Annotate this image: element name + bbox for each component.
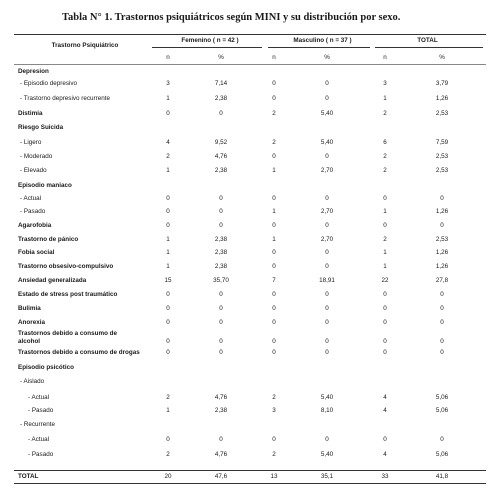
- table-cell: 0: [325, 305, 329, 312]
- row-label: - Ligero: [20, 139, 42, 146]
- table-cell: 4,76: [214, 394, 228, 401]
- table-cell: 0: [272, 153, 276, 160]
- sub-header-fem-n: n: [166, 54, 170, 61]
- column-header-disorder: Trastorno Psiquiátrico: [51, 42, 119, 49]
- table-cell: 2,38: [214, 95, 228, 102]
- total-cell: 47,6: [214, 473, 228, 480]
- table-cell: 0: [219, 319, 223, 326]
- table-cell: 0: [272, 436, 276, 443]
- table-cell: 0: [440, 349, 444, 356]
- table-cell: 0: [166, 208, 170, 215]
- row-label: - Elevado: [20, 167, 47, 174]
- table-cell: 2,38: [214, 236, 228, 243]
- row-label: Ansiedad generalizada: [18, 277, 87, 284]
- row-label: Episodio maniaco: [18, 182, 72, 189]
- table-cell: 3: [272, 407, 276, 414]
- sub-header-tot-pct: %: [439, 54, 445, 61]
- total-cell: 20: [164, 473, 172, 480]
- table-cell: 0: [219, 291, 223, 298]
- row-label: - Pasado: [20, 208, 46, 215]
- table-cell: 35,70: [213, 277, 229, 284]
- table-cell: 1: [166, 236, 170, 243]
- sub-header-mas-n: n: [272, 54, 276, 61]
- table-cell: 27,8: [435, 277, 449, 284]
- row-label: Fobia social: [18, 249, 55, 256]
- table-cell: 0: [325, 195, 329, 202]
- table-cell: 0: [272, 95, 276, 102]
- table-cell: 3: [383, 80, 387, 87]
- table-cell: 0: [440, 436, 444, 443]
- row-label: - Pasado: [28, 407, 54, 414]
- table-cell: 0: [440, 291, 444, 298]
- table-cell: 4: [383, 451, 387, 458]
- row-label: Trastornos debido a consumo de: [18, 330, 118, 337]
- row-label-continuation: alcohol: [18, 338, 41, 345]
- table-cell: 0: [272, 305, 276, 312]
- total-cell: 41,8: [435, 473, 449, 480]
- table-cell: 2: [272, 451, 276, 458]
- table-cell: 22: [381, 277, 389, 284]
- table-cell: 0: [166, 222, 170, 229]
- table-cell: 0: [325, 349, 329, 356]
- table-cell: 5,40: [320, 110, 334, 117]
- table-cell: 0: [325, 338, 329, 345]
- table-cell: 1: [383, 263, 387, 270]
- table-cell: 7,59: [435, 139, 449, 146]
- table-cell: 1: [166, 95, 170, 102]
- total-cell: 35,1: [320, 473, 334, 480]
- row-label: Distimia: [18, 110, 43, 117]
- table-cell: 2,70: [320, 208, 334, 215]
- table-cell: 4: [383, 407, 387, 414]
- masculino-underline: [268, 47, 370, 48]
- table-cell: 4,76: [214, 153, 228, 160]
- table-cell: 2: [383, 153, 387, 160]
- table-cell: 2: [166, 451, 170, 458]
- table-cell: 0: [325, 436, 329, 443]
- table-cell: 0: [272, 338, 276, 345]
- table-cell: 4,76: [214, 451, 228, 458]
- table-cell: 0: [325, 222, 329, 229]
- table-cell: 18,91: [319, 277, 335, 284]
- table-cell: 0: [440, 222, 444, 229]
- table-cell: 5,06: [435, 394, 449, 401]
- bottom-rule: [14, 483, 486, 484]
- table-cell: 0: [325, 95, 329, 102]
- table-cell: 2,53: [435, 110, 449, 117]
- table-cell: 1: [383, 249, 387, 256]
- table-cell: 5,06: [435, 407, 449, 414]
- table-cell: 4: [383, 394, 387, 401]
- table-cell: 2: [272, 110, 276, 117]
- table-cell: 0: [383, 349, 387, 356]
- table-cell: 2,53: [435, 153, 449, 160]
- table-cell: 0: [219, 436, 223, 443]
- row-label: Anorexia: [18, 319, 45, 326]
- row-label: Agarofobia: [18, 222, 52, 229]
- table-cell: 2: [383, 236, 387, 243]
- total-cell: 33: [381, 473, 389, 480]
- row-label: - Actual: [28, 394, 49, 401]
- table-cell: 2,38: [214, 167, 228, 174]
- table-cell: 1: [166, 407, 170, 414]
- table-cell: 1: [166, 167, 170, 174]
- table-cell: 0: [166, 305, 170, 312]
- table-cell: 2,70: [320, 236, 334, 243]
- table-cell: 0: [325, 249, 329, 256]
- table-cell: 0: [219, 338, 223, 345]
- table-cell: 0: [166, 338, 170, 345]
- table-cell: 1: [272, 236, 276, 243]
- table-cell: 2: [166, 394, 170, 401]
- table-cell: 0: [325, 319, 329, 326]
- row-label: - Aislado: [20, 378, 45, 385]
- row-label: - Recurrente: [20, 421, 55, 428]
- table-cell: 0: [272, 80, 276, 87]
- column-group-femenino: Femenino ( n = 42 ): [181, 37, 239, 44]
- table-cell: 0: [272, 319, 276, 326]
- table-cell: 0: [166, 110, 170, 117]
- table-cell: 1: [272, 167, 276, 174]
- table-cell: 0: [383, 291, 387, 298]
- column-group-masculino: Masculino ( n = 37 ): [293, 37, 352, 44]
- table-cell: 2: [272, 139, 276, 146]
- table-cell: 0: [166, 319, 170, 326]
- row-label: - Actual: [20, 195, 41, 202]
- table-cell: 2: [272, 394, 276, 401]
- table-cell: 0: [325, 263, 329, 270]
- table-cell: 7: [272, 277, 276, 284]
- column-group-total: TOTAL: [417, 37, 438, 44]
- femenino-underline: [152, 47, 262, 48]
- table-cell: 0: [219, 305, 223, 312]
- row-label: Bulimia: [18, 305, 41, 312]
- table-cell: 15: [164, 277, 172, 284]
- sub-header-tot-n: n: [383, 54, 387, 61]
- table-cell: 8,10: [320, 407, 334, 414]
- table-cell: 2: [383, 110, 387, 117]
- total-label: TOTAL: [18, 473, 39, 480]
- table-cell: 2,70: [320, 167, 334, 174]
- table-cell: 1: [166, 249, 170, 256]
- table-cell: 2: [166, 153, 170, 160]
- table-cell: 0: [440, 305, 444, 312]
- table-cell: 0: [383, 305, 387, 312]
- table-cell: 2,53: [435, 167, 449, 174]
- table-cell: 0: [166, 291, 170, 298]
- row-label: Estado de stress post traumático: [18, 291, 118, 298]
- total-cell: 13: [270, 473, 278, 480]
- table-cell: 9,52: [214, 139, 228, 146]
- table-cell: 0: [383, 319, 387, 326]
- table-cell: 2,53: [435, 236, 449, 243]
- table-cell: 2,38: [214, 407, 228, 414]
- total-underline: [375, 47, 483, 48]
- table-cell: 1,26: [435, 263, 449, 270]
- table-cell: 1,26: [435, 208, 449, 215]
- table-cell: 0: [325, 153, 329, 160]
- table-cell: 0: [325, 291, 329, 298]
- total-top-rule: [14, 470, 486, 471]
- table-cell: 1,26: [435, 249, 449, 256]
- table-title: Tabla N° 1. Trastornos psiquiátricos según MINI y su distribución por sexo.: [62, 12, 401, 23]
- table-cell: 0: [272, 195, 276, 202]
- table-cell: 0: [272, 349, 276, 356]
- table-cell: 3,79: [435, 80, 449, 87]
- row-label: - Moderado: [20, 153, 53, 160]
- table-cell: 2,38: [214, 249, 228, 256]
- table-cell: 6: [383, 139, 387, 146]
- table-cell: 0: [440, 195, 444, 202]
- table-cell: 0: [219, 110, 223, 117]
- row-label: Depresion: [18, 68, 49, 75]
- table-cell: 0: [166, 195, 170, 202]
- table-cell: 1,26: [435, 95, 449, 102]
- table-cell: 0: [272, 222, 276, 229]
- table-cell: 0: [219, 349, 223, 356]
- table-cell: 1: [166, 263, 170, 270]
- table-cell: 0: [325, 80, 329, 87]
- table-cell: 0: [219, 222, 223, 229]
- table-cell: 0: [219, 195, 223, 202]
- sub-header-fem-pct: %: [218, 54, 224, 61]
- table-cell: 5,06: [435, 451, 449, 458]
- table-cell: 3: [166, 80, 170, 87]
- table-cell: 0: [272, 263, 276, 270]
- row-label: Trastorno de pánico: [18, 236, 79, 243]
- table-cell: 0: [383, 436, 387, 443]
- top-rule: [14, 34, 486, 35]
- table-cell: 0: [166, 349, 170, 356]
- row-label: - Episodio depresivo: [20, 80, 78, 87]
- row-label: Episodio psicótico: [18, 364, 74, 371]
- table-cell: 7,14: [214, 80, 228, 87]
- table-cell: 0: [166, 436, 170, 443]
- table-cell: 5,40: [320, 451, 334, 458]
- table-cell: 0: [383, 338, 387, 345]
- table-cell: 2,38: [214, 263, 228, 270]
- row-label: - Pasado: [28, 451, 54, 458]
- table-cell: 1: [272, 208, 276, 215]
- table-cell: 0: [272, 291, 276, 298]
- table-cell: 0: [272, 249, 276, 256]
- table-cell: 0: [383, 222, 387, 229]
- row-label: Trastornos debido a consumo de drogas: [18, 349, 140, 356]
- table-cell: 0: [219, 208, 223, 215]
- row-label: Riesgo Suicida: [18, 124, 64, 131]
- table-cell: 0: [383, 195, 387, 202]
- row-label: - Trastorno depresivo recurrente: [20, 95, 110, 102]
- header-bottom-rule: [14, 64, 486, 65]
- table-cell: 1: [383, 95, 387, 102]
- table-cell: 2: [383, 167, 387, 174]
- table-cell: 4: [166, 139, 170, 146]
- sub-header-mas-pct: %: [324, 54, 330, 61]
- table-cell: 1: [383, 208, 387, 215]
- table-cell: 5,40: [320, 394, 334, 401]
- table-cell: 0: [440, 319, 444, 326]
- row-label: Trastorno obsesivo-compulsivo: [18, 263, 114, 270]
- table-cell: 5,40: [320, 139, 334, 146]
- row-label: - Actual: [28, 436, 49, 443]
- table-cell: 0: [440, 338, 444, 345]
